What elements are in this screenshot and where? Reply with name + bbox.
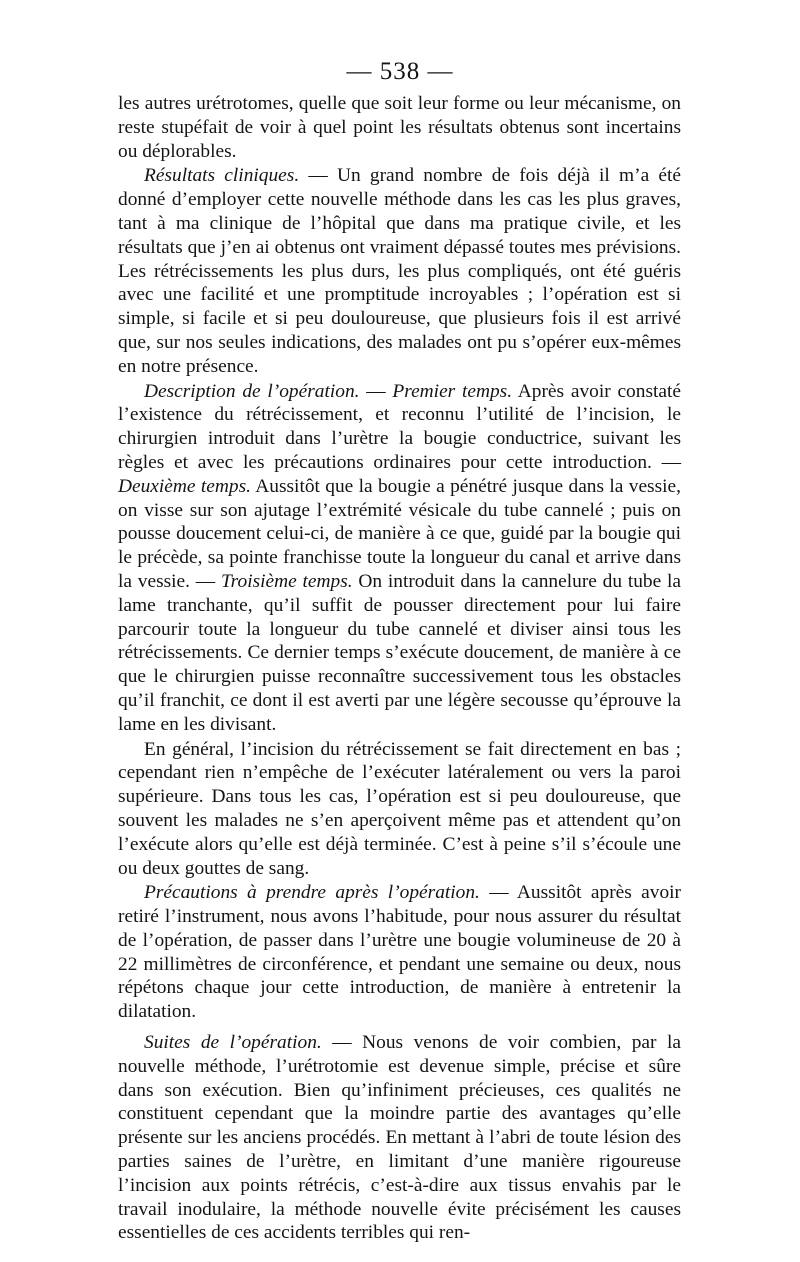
- paragraph-continuation: [118, 92, 681, 163]
- paragraph-description-operation: [118, 380, 681, 737]
- paragraph-suites-operation: [118, 1031, 681, 1245]
- paragraph-text: —: [359, 380, 393, 402]
- paragraph-text: Aussitôt que la bougie a pénétré jusque dans la vessie, on visse sur son ajutage l’extrémité vésicale du tube cannelé ; puis on pousse doucement celui-ci, de manière à ce que, guidé par la bougie qui le précède, sa pointe franchisse toute la longueur du canal et arrive dans la vessie. —: [118, 475, 681, 592]
- paragraph-text: — Aussitôt après avoir retiré l’instrument, nous avons l’habitude, pour nous assurer du résultat de l’opération, de passer dans l’urètre une bougie volumineuse de 20 à 22 millimètres de circonférence, et pendant une semaine ou deux, nous répétons chaque jour cette introduction, de manière à entretenir la dilatation.: [118, 882, 681, 1023]
- step-heading: Deuxième temps.: [118, 475, 251, 497]
- paragraph-text: — Nous venons de voir combien, par la nouvelle méthode, l’urétrotomie est devenue simple, précise et sûre dans son exécution. Bien qu’infiniment précieuses, ces qualités ne constituent cependant que la moindre partie des avantages qu’elle présente sur les anciens procédés. En mettant à l’abri de toute lésion des parties saines de l’urètre, en limitant d’une manière rigoureuse l’incision aux points rétrécis, c’est-à-dire aux tissus envahis par le travail inodulaire, la méthode nouvelle évite précisément les causes essentielles de ces accidents terribles qui ren-: [118, 1032, 682, 1244]
- paragraph-resultats-cliniques: [118, 164, 681, 378]
- paragraph-text: En général, l’incision du rétrécissement se fait directement en bas ; cependant rien n’empêche de l’exécuter latéralement ou vers la paroi supérieure. Dans tous les cas, l’opération est si peu douloureuse, que souvent les malades ne s’en aperçoivent même pas et attendent qu’on l’exécute alors qu’elle est déjà terminée. C’est à peine s’il s’écoule une ou deux gouttes de sang.: [118, 738, 681, 879]
- paragraph-text: les autres urétrotomes, quelle que soit leur forme ou leur mécanisme, on reste stupéfait de voir à quel point les résultats obtenus sont incertains ou déplorables.: [118, 93, 681, 162]
- step-heading: Premier temps.: [392, 380, 513, 402]
- paragraph-precautions: [118, 881, 681, 1024]
- page-body: [118, 92, 681, 1245]
- paragraph-text: — Un grand nombre de fois déjà il m’a été donné d’employer cette nouvelle méthode dans les cas les plus graves, tant à ma clinique de l’hôpital que dans ma pratique civile, et les résultats que j’en ai obtenus ont vraiment dépassé toutes mes prévisions. Les rétrécissements les plus durs, les plus compliqués, ont été guéris avec une facilité et une promptitude incroyables ; l’opération est si simple, si facile et si peu douloureuse, que plusieurs fois il est arrivé que, sur nos seules indications, des malades ont pu s’opérer eux-mêmes en notre présence.: [118, 165, 681, 377]
- step-heading: Troisième temps.: [220, 570, 353, 592]
- page-number: — 538 —: [346, 58, 454, 85]
- section-heading: Description de l’opération.: [144, 380, 360, 402]
- paragraph-text: Après avoir constaté l’existence du rétrécissement, et reconnu l’utilité de l’incision, le chirurgien introduit dans l’urètre la bougie conductrice, suivant les règles et avec les précautions ordinaires pour cette introduction. —: [118, 380, 681, 473]
- section-heading: Résultats cliniques.: [144, 165, 300, 187]
- section-heading: Précautions à prendre après l’opération.: [144, 882, 480, 904]
- paragraph-en-general: [118, 738, 681, 881]
- paragraph-text: On introduit dans la cannelure du tube la lame tranchante, qu’il suffit de pousser directement pour lui faire parcourir toute la longueur du tube cannelé et diviser ainsi tous les rétrécissements. Ce dernier temps s’exécute doucement, de manière à ce que le chirurgien puisse reconnaître successivement tous les obstacles qu’il franchit, ce dont il est averti par une légère secousse qu’éprouve la lame en les divisant.: [118, 570, 681, 735]
- section-heading: Suites de l’opération.: [144, 1032, 322, 1054]
